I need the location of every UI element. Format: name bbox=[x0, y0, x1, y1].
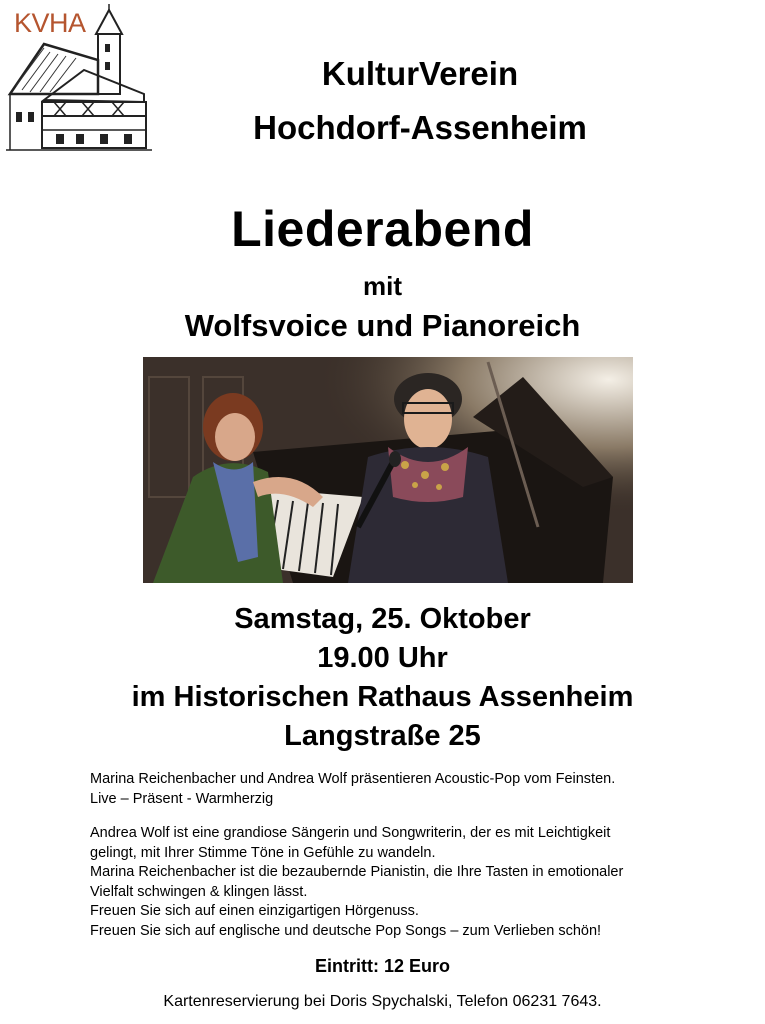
text-line: Vielfalt schwingen & klingen lässt. bbox=[90, 883, 308, 900]
reservation-info: Kartenreservierung bei Doris Spychalski, Telefon 06231 7643. bbox=[163, 993, 602, 1010]
event-time: 19.00 Uhr bbox=[317, 642, 448, 674]
event-address: Langstraße 25 bbox=[284, 720, 481, 752]
church-drawing-icon bbox=[4, 2, 154, 154]
event-title: Liederabend bbox=[231, 201, 534, 257]
performers: Wolfsvoice und Pianoreich bbox=[184, 308, 581, 343]
kvha-logo bbox=[4, 2, 154, 154]
text-line: Marina Reichenbacher ist die bezaubernde Pianistin, die Ihre Tasten in emotionaler bbox=[90, 864, 624, 880]
logo-text: KVHA bbox=[14, 8, 86, 38]
event-subtitle: mit bbox=[363, 271, 402, 301]
text-line: Freuen Sie sich auf englische und deutsche Pop Songs – zum Verlieben schön! bbox=[90, 922, 602, 939]
event-venue: im Historischen Rathaus Assenheim bbox=[131, 681, 634, 713]
entry-fee: Eintritt: 12 Euro bbox=[314, 956, 450, 976]
text-line: Andrea Wolf ist eine grandiose Sängerin und Songwriterin, der es mit Leichtigkeit bbox=[90, 825, 611, 841]
text-line: Freuen Sie sich auf einen einzigartigen Hörgenuss. bbox=[90, 903, 419, 919]
text-line: gelingt, mit Ihrer Stimme Töne in Gefühle zu wandeln. bbox=[90, 844, 436, 861]
event-date: Samstag, 25. Oktober bbox=[234, 603, 531, 635]
description-intro bbox=[90, 770, 690, 809]
performers-photo bbox=[143, 357, 633, 583]
organization-name-line2: Hochdorf-Assenheim bbox=[253, 109, 587, 146]
organization-name-line1: KulturVerein bbox=[321, 55, 519, 92]
text-line: Live – Präsent - Warmherzig bbox=[90, 790, 274, 807]
description-details bbox=[90, 824, 690, 941]
text-line: Marina Reichenbacher und Andrea Wolf präsentieren Acoustic-Pop vom Feinsten. bbox=[90, 771, 616, 787]
